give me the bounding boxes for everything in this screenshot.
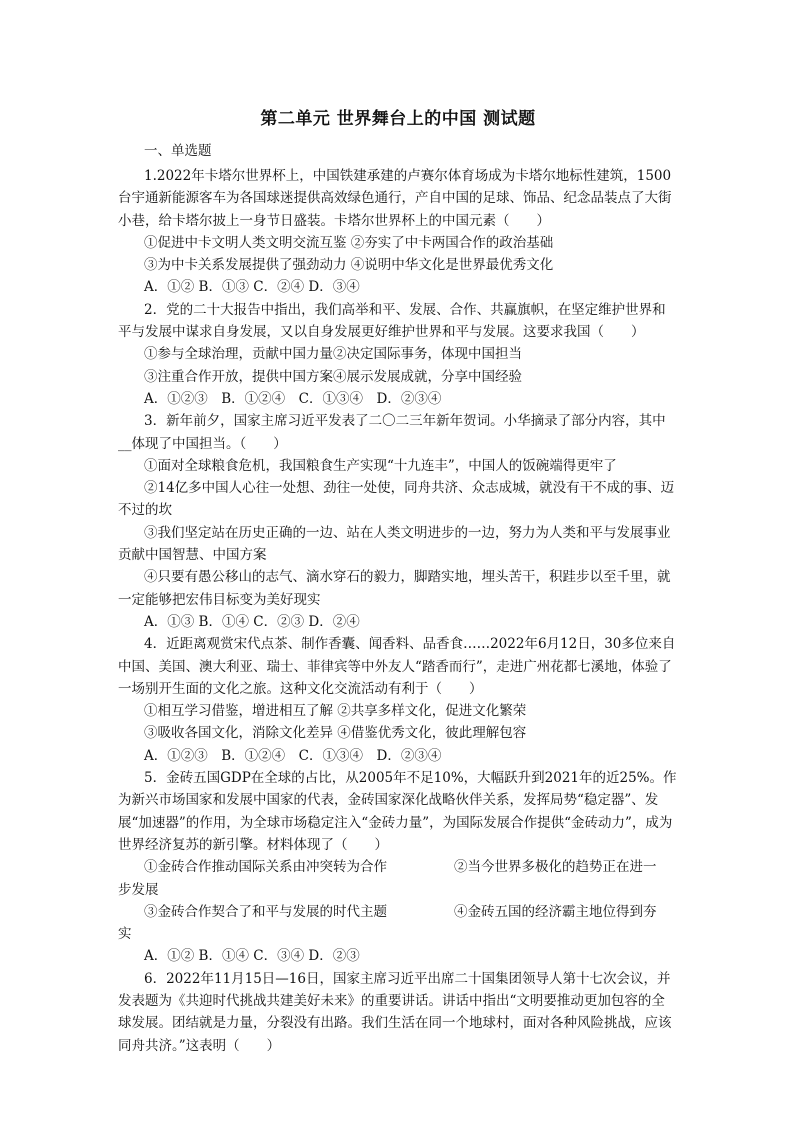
- option-line: ③我们坚定站在历史正确的一边、站在人类文明进步的一边，努力为人类和平与发展事业贡献中国智慧、中国方案: [118, 524, 671, 564]
- question-stem: 2．党的二十大报告中指出，我们高举和平、发展、合作、共赢旗帜，在坚定维护世界和平与发展中谋求自身发展，又以自身发展更好维护世界和平与发展。这要求我国（ ）: [118, 301, 666, 341]
- option-continuation: 实: [118, 926, 132, 943]
- answer-choices: A．①② B．①④ C．③④ D．②③: [144, 948, 360, 965]
- option-line: ①相互学习借鉴，增进相互了解 ②共享多样文化，促进文化繁荣: [144, 703, 527, 720]
- option-line: ④只要有愚公移山的志气、滴水穿石的毅力，脚踏实地，埋头苦干，积跬步以至千里，就一定能够把宏伟目标变为美好现实: [118, 569, 671, 608]
- answer-choices: A．①② B．①③ C．②④ D．③④: [144, 279, 360, 296]
- question-stem: 1.2022年卡塔尔世界杯上，中国铁建承建的卢赛尔体育场成为卡塔尔地标性建筑，1500台宇通新能源客车为各国球迷提供高效绿色通行，产自中国的足球、饰品、纪念品装点了大街小巷，给卡塔尔披上一身节日盛装。卡塔尔世界杯上的中国元素（ ）: [118, 168, 672, 229]
- option-row: [118, 856, 678, 878]
- exam-page: [118, 104, 693, 1057]
- option-line: ③为中卡关系发展提供了强劲动力 ④说明中华文化是世界最优秀文化: [144, 257, 554, 274]
- section-heading: 一、单选题: [144, 143, 212, 159]
- question-stem: 3．新年前夕，国家主席习近平发表了二〇二三年新年贺词。小华摘录了部分内容，其中 __体现了中国担当。（ ）: [118, 413, 693, 452]
- option-line: ②当今世界多极化的趋势正在进一: [454, 859, 657, 876]
- option-line: ①金砖合作推动国际关系由冲突转为合作: [144, 859, 387, 876]
- option-line: ①面对全球粮食危机，我国粮食生产实现“十九连丰”，中国人的饭碗端得更牢了: [144, 457, 617, 474]
- option-line: ③吸收各国文化，消除文化差异 ④借鉴优秀文化，彼此理解包容: [144, 725, 527, 742]
- page-title: 第二单元 世界舞台上的中国 测试题: [260, 109, 536, 129]
- option-line: ③注重合作开放，提供中国方案④展示发展成就，分享中国经验: [144, 368, 522, 385]
- option-line: ②14亿多中国人心往一处想、劲往一处使，同舟共济、众志成城，就没有干不成的事、迈不过的坎: [118, 480, 675, 519]
- question-5: [118, 767, 678, 968]
- option-continuation: 步发展: [118, 881, 159, 898]
- question-6: [118, 968, 678, 1057]
- option-line: ①促进中卡文明人类文明交流互鉴 ②夯实了中卡两国合作的政治基础: [144, 234, 554, 251]
- option-row: [118, 901, 678, 923]
- question-stem: 4．近距离观赏宋代点茶、制作香囊、闻香料、品香食……2022年6月12日，30多位来自中国、美国、澳大利亚、瑞士、菲律宾等中外友人“踏香而行”，走进广州花都七溪地，体验了一场别开生面的文化之旅。这种文化交流活动有利于（ ）: [118, 636, 676, 697]
- option-line: ①参与全球治理，贡献中国力量②决定国际事务，体现中国担当: [144, 346, 522, 363]
- answer-choices: A．①②③ B．①②④ C．①③④ D．②③④: [144, 390, 442, 407]
- question-stem: 5．金砖五国GDP在全球的占比，从2005年不足10%，大幅跃升到2021年的近25%。作为新兴市场国家和发展中国家的代表，金砖国家深化战略伙伴关系，发挥局势“稳定器”、发展“加速器”的作用，为全球市场稳定注入“金砖力量”，为国际发展合作提供“金砖动力”，成为世界经济复苏的新引擎。材料体现了（ ）: [118, 770, 677, 853]
- answer-choices: A．①③ B．①④ C．②③ D．②④: [144, 613, 360, 630]
- question-4: [118, 633, 678, 767]
- answer-choices: A．①②③ B．①②④ C．①③④ D．②③④: [144, 747, 442, 764]
- question-3: [118, 410, 693, 633]
- option-line: ④金砖五国的经济霸主地位得到夯: [454, 903, 657, 920]
- question-2: [118, 299, 678, 410]
- question-1: [118, 165, 678, 299]
- option-line: ③金砖合作契合了和平与发展的时代主题: [144, 903, 387, 920]
- question-stem: 6．2022年11月15日—16日，国家主席习近平出席二十国集团领导人第十七次会议，并发表题为《共迎时代挑战共建美好未来》的重要讲话。讲话中指出“文明要推动更加包容的全球发展。团结就是力量，分裂没有出路。我们生活在同一个地球村，面对各种风险挑战，应该同舟共济。”这表明（ ）: [118, 970, 672, 1054]
